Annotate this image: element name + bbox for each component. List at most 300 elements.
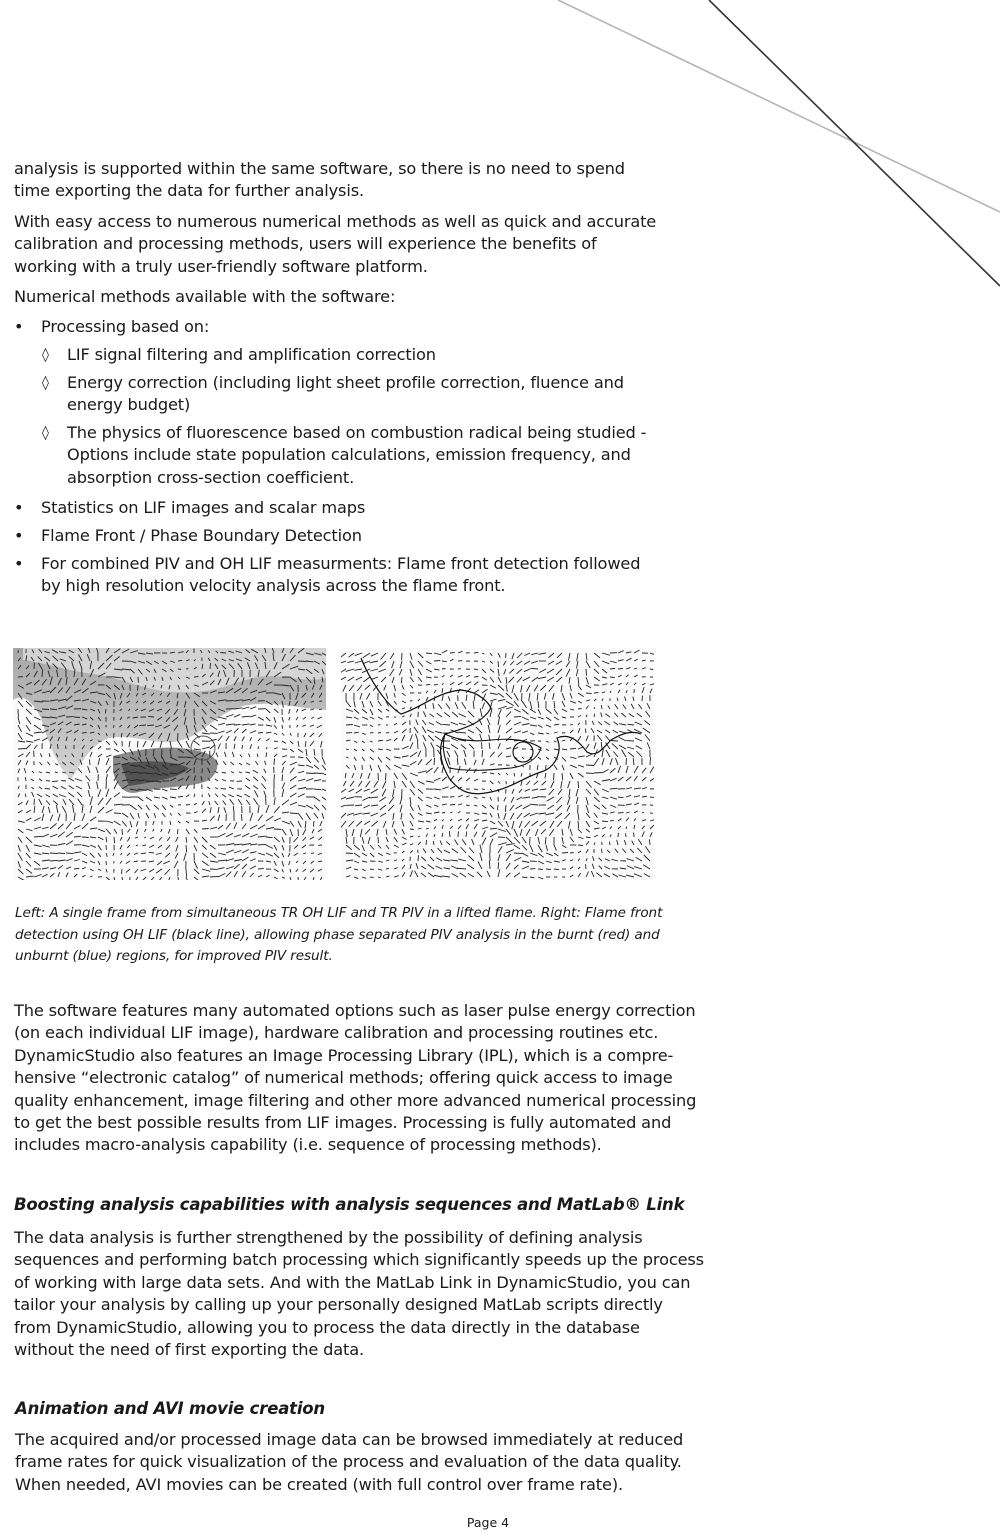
vector-arrow: [174, 861, 178, 868]
vector-arrow: [350, 781, 354, 786]
vector-arrow: [210, 663, 211, 669]
vector-arrow: [304, 733, 306, 737]
vector-arrow: [354, 853, 360, 857]
vector-arrow: [302, 725, 306, 726]
vector-arrow: [416, 863, 418, 869]
vector-arrow: [274, 733, 277, 735]
vector-arrow: [266, 845, 273, 848]
vector-arrow: [562, 740, 565, 741]
vector-arrow: [156, 869, 162, 873]
vector-arrow: [594, 805, 600, 809]
vector-arrow: [618, 766, 621, 773]
vector-arrow: [410, 789, 415, 795]
vector-arrow: [39, 779, 42, 781]
vector-arrow: [129, 741, 130, 747]
vector-arrow: [435, 731, 442, 733]
vector-arrow: [360, 693, 362, 700]
vector-arrow: [610, 842, 611, 845]
diamond-marker: ◊: [42, 347, 49, 363]
vector-arrow: [386, 845, 389, 849]
vector-arrow: [346, 725, 353, 726]
vector-arrow: [354, 725, 360, 727]
vector-arrow: [314, 789, 322, 790]
vector-arrow: [98, 746, 101, 749]
vector-arrow: [586, 849, 588, 853]
vector-arrow: [546, 741, 549, 742]
vector-arrow: [226, 701, 234, 702]
vector-arrow: [626, 818, 629, 821]
vector-arrow: [523, 677, 530, 681]
vector-arrow: [522, 877, 527, 878]
vector-arrow: [490, 797, 492, 801]
vector-arrow: [434, 789, 441, 790]
vector-arrow: [31, 779, 34, 781]
vector-arrow: [250, 866, 256, 869]
vector-arrow: [319, 701, 322, 702]
vector-arrow: [512, 685, 514, 693]
vector-arrow: [245, 772, 250, 773]
vector-arrow: [66, 859, 73, 862]
vector-arrow: [386, 749, 391, 751]
vector-arrow: [644, 721, 650, 726]
vector-arrow: [18, 821, 25, 822]
vector-arrow: [228, 795, 234, 798]
vector-arrow: [162, 797, 168, 799]
vector-arrow: [517, 653, 522, 658]
vector-arrow: [615, 849, 618, 853]
vector-arrow: [434, 805, 438, 807]
vector-arrow: [157, 861, 162, 865]
vector-arrow: [505, 805, 506, 812]
vector-arrow: [402, 729, 407, 733]
vector-arrow: [242, 823, 246, 829]
vector-arrow: [298, 805, 306, 807]
vector-arrow: [594, 758, 599, 765]
vector-arrow: [386, 876, 390, 877]
vector-arrow: [26, 709, 32, 714]
vector-arrow: [370, 869, 374, 870]
vector-arrow: [561, 685, 562, 692]
vector-arrow: [186, 869, 187, 877]
vector-arrow: [135, 877, 138, 880]
vector-arrow: [394, 765, 401, 769]
vector-arrow: [535, 829, 538, 836]
vector-arrow: [55, 772, 58, 773]
vector-arrow: [318, 861, 322, 862]
vector-arrow: [343, 781, 346, 786]
vector-arrow: [266, 875, 270, 877]
vector-arrow: [304, 877, 306, 880]
vector-arrow: [554, 717, 559, 720]
vector-arrow: [274, 853, 279, 858]
bullet-marker: •: [14, 554, 24, 573]
vector-arrow: [450, 675, 453, 677]
vector-arrow: [149, 869, 154, 872]
vector-arrow: [621, 713, 626, 717]
vector-arrow: [601, 742, 602, 749]
vector-arrow: [226, 833, 233, 837]
vector-arrow: [586, 677, 589, 684]
vector-arrow: [233, 806, 234, 813]
vector-arrow: [498, 699, 505, 701]
vector-arrow: [26, 655, 27, 661]
vector-arrow: [462, 702, 466, 709]
vector-arrow: [26, 837, 32, 843]
vector-arrow: [426, 697, 428, 701]
vector-arrow: [510, 813, 514, 820]
vector-arrow: [381, 653, 387, 660]
vector-arrow: [634, 668, 637, 669]
vector-arrow: [429, 723, 434, 726]
vector-arrow: [31, 787, 34, 789]
vector-arrow: [498, 821, 503, 826]
vector-arrow: [482, 703, 485, 709]
vector-arrow: [506, 720, 511, 725]
vector-arrow: [98, 837, 103, 840]
vector-arrow: [634, 874, 642, 877]
vector-arrow: [498, 725, 500, 733]
vector-arrow: [141, 853, 146, 854]
vector-arrow: [431, 849, 434, 853]
vector-arrow: [586, 661, 590, 668]
vector-arrow: [466, 796, 470, 797]
vector-arrow: [606, 750, 610, 757]
vector-arrow: [626, 875, 634, 877]
vector-arrow: [468, 730, 474, 733]
vector-arrow: [266, 732, 271, 733]
vector-arrow: [538, 845, 542, 852]
vector-arrow: [25, 794, 26, 797]
vector-arrow: [127, 845, 130, 848]
vector-arrow: [633, 758, 634, 765]
vector-arrow: [549, 789, 554, 795]
vector-arrow: [626, 668, 631, 669]
vector-arrow: [566, 661, 570, 667]
vector-arrow: [608, 706, 610, 709]
vector-arrow: [58, 865, 63, 869]
vector-arrow: [434, 661, 440, 662]
vector-arrow: [506, 837, 512, 843]
vector-arrow: [210, 827, 217, 829]
vector-arrow: [202, 861, 209, 866]
vector-arrow: [369, 797, 378, 798]
vector-arrow: [531, 653, 538, 655]
vector-arrow: [50, 834, 57, 837]
vector-arrow: [56, 805, 58, 813]
vector-arrow: [114, 741, 117, 745]
vector-arrow: [370, 741, 372, 742]
vector-arrow: [618, 826, 621, 829]
vector-arrow: [42, 709, 49, 710]
vector-arrow: [451, 866, 458, 869]
vector-arrow: [232, 752, 234, 757]
vector-arrow: [433, 703, 434, 709]
vector-arrow: [382, 789, 386, 796]
vector-arrow: [126, 869, 130, 873]
vector-arrow: [466, 675, 470, 677]
vector-arrow: [418, 653, 423, 658]
vector-arrow: [306, 757, 311, 763]
vector-arrow: [402, 765, 409, 766]
vector-arrow: [431, 743, 434, 750]
vector-arrow: [506, 748, 511, 749]
vector-arrow: [74, 860, 80, 862]
vector-arrow: [610, 661, 617, 663]
vector-arrow: [290, 762, 297, 765]
vector-arrow: [142, 877, 146, 880]
vector-arrow: [127, 837, 130, 841]
vector-arrow: [541, 829, 546, 834]
vector-arrow: [416, 720, 418, 726]
vector-arrow: [170, 797, 176, 798]
vector-arrow: [514, 873, 520, 877]
vector-arrow: [562, 765, 564, 770]
vector-arrow: [378, 845, 381, 849]
vector-arrow: [578, 723, 580, 725]
vector-arrow: [90, 837, 96, 838]
vector-arrow: [354, 877, 358, 879]
vector-arrow: [644, 874, 650, 878]
vector-arrow: [162, 805, 166, 810]
vector-arrow: [554, 861, 560, 862]
vector-arrow: [410, 870, 413, 877]
vector-arrow: [422, 720, 426, 725]
vector-arrow: [650, 825, 654, 829]
vector-arrow: [469, 744, 474, 749]
vector-arrow: [410, 844, 413, 845]
vector-arrow: [347, 661, 354, 663]
vector-arrow: [626, 777, 631, 781]
vector-arrow: [134, 861, 138, 862]
vector-arrow: [510, 805, 514, 811]
vector-arrow: [490, 699, 497, 701]
vector-arrow: [378, 869, 382, 870]
vector-arrow: [274, 797, 275, 805]
vector-arrow: [346, 860, 353, 861]
vector-arrow: [642, 826, 645, 829]
vector-arrow: [418, 805, 420, 811]
vector-arrow: [394, 868, 398, 870]
vector-arrow: [50, 815, 53, 821]
vector-arrow: [18, 845, 20, 852]
vector-arrow: [239, 763, 242, 765]
vector-arrow: [599, 866, 602, 869]
vector-arrow: [318, 869, 322, 871]
vector-arrow: [566, 669, 570, 677]
vector-arrow: [194, 829, 197, 833]
vector-arrow: [302, 709, 306, 711]
vector-arrow: [374, 781, 378, 787]
vector-arrow: [542, 781, 546, 785]
vector-arrow: [450, 812, 453, 813]
vector-arrow: [122, 869, 123, 874]
vector-arrow: [616, 758, 619, 765]
vector-arrow: [570, 730, 573, 733]
vector-arrow: [82, 867, 86, 869]
vector-arrow: [90, 845, 96, 847]
vector-arrow: [430, 714, 434, 717]
vector-arrow: [487, 871, 490, 877]
vector-arrow: [586, 813, 590, 818]
vector-arrow: [218, 873, 225, 877]
vector-arrow: [261, 784, 266, 790]
vector-arrow: [106, 741, 110, 745]
vector-arrow: [531, 661, 538, 663]
vector-arrow: [34, 818, 41, 821]
vector-arrow: [47, 762, 50, 765]
vector-arrow: [634, 811, 638, 813]
vector-arrow: [106, 877, 110, 880]
vector-arrow: [458, 732, 467, 733]
vector-arrow: [619, 875, 627, 877]
vector-arrow: [314, 765, 319, 769]
vector-arrow: [346, 845, 352, 850]
vector-arrow: [258, 805, 259, 813]
vector-arrow: [294, 837, 299, 842]
vector-arrow: [577, 653, 578, 661]
vector-arrow: [461, 744, 466, 749]
vector-arrow: [516, 669, 522, 674]
vector-arrow: [461, 847, 467, 853]
vector-arrow: [402, 716, 405, 717]
vector-arrow: [506, 844, 515, 845]
vector-arrow: [642, 768, 646, 773]
vector-arrow: [341, 813, 346, 818]
vector-arrow: [134, 853, 138, 854]
vector-arrow: [370, 701, 373, 707]
vector-arrow: [253, 786, 258, 790]
vector-arrow: [386, 765, 390, 770]
vector-arrow: [306, 765, 313, 768]
vector-arrow: [42, 834, 49, 837]
vector-arrow: [578, 781, 579, 788]
vector-arrow: [586, 754, 592, 757]
vector-arrow: [522, 693, 523, 701]
vector-arrow: [400, 661, 402, 668]
vector-arrow: [319, 733, 322, 737]
vector-arrow: [509, 677, 514, 683]
vector-arrow: [26, 810, 31, 813]
vector-arrow: [289, 861, 290, 865]
vector-arrow: [522, 724, 530, 726]
vector-arrow: [240, 755, 242, 758]
vector-arrow: [442, 695, 443, 701]
vector-arrow: [474, 779, 478, 781]
vector-arrow: [602, 692, 605, 693]
vector-arrow: [498, 869, 500, 877]
vector-arrow: [40, 753, 42, 757]
bullet-marker: •: [14, 498, 24, 517]
vector-arrow: [530, 725, 537, 726]
vector-arrow: [426, 653, 432, 654]
vector-arrow: [170, 813, 172, 816]
vector-arrow: [617, 698, 618, 701]
vector-arrow: [223, 761, 226, 765]
vector-arrow: [226, 715, 234, 718]
vector-arrow: [370, 853, 374, 857]
vector-arrow: [402, 693, 406, 696]
vector-arrow: [570, 709, 574, 710]
vector-arrow: [540, 789, 546, 790]
vector-arrow: [74, 717, 80, 718]
vector-arrow: [58, 832, 65, 837]
vector-arrow: [498, 829, 506, 832]
vector-arrow: [253, 777, 258, 781]
vector-arrow: [18, 786, 19, 789]
vector-arrow: [250, 825, 257, 829]
vector-arrow: [384, 685, 386, 691]
vector-arrow: [78, 768, 82, 773]
vector-arrow: [570, 748, 576, 749]
vector-arrow: [514, 716, 521, 717]
vector-arrow: [394, 781, 395, 788]
vector-arrow: [410, 821, 413, 826]
vector-arrow: [510, 661, 514, 665]
vector-arrow: [82, 837, 89, 838]
vector-arrow: [610, 683, 614, 685]
vector-arrow: [170, 821, 171, 825]
vector-arrow: [377, 829, 378, 836]
vector-arrow: [514, 773, 515, 776]
vector-arrow: [218, 731, 225, 733]
vector-arrow: [610, 768, 615, 773]
vector-arrow: [113, 853, 114, 856]
vector-arrow: [629, 714, 634, 718]
vector-arrow: [604, 721, 610, 725]
vector-arrow: [597, 730, 602, 733]
vector-arrow: [410, 677, 414, 682]
vector-arrow: [258, 853, 265, 855]
vector-arrow: [354, 741, 357, 743]
vector-arrow: [294, 853, 298, 856]
vector-arrow: [410, 714, 411, 717]
vector-arrow: [242, 737, 245, 742]
vector-arrow: [288, 853, 290, 857]
vector-arrow: [423, 711, 426, 717]
vector-arrow: [650, 820, 654, 821]
vector-arrow: [498, 677, 501, 683]
vector-arrow: [18, 733, 22, 740]
vector-arrow: [42, 874, 48, 877]
vector-arrow: [18, 741, 25, 742]
vector-arrow: [490, 661, 493, 664]
vector-arrow: [322, 805, 326, 811]
vector-arrow: [474, 769, 476, 773]
vector-arrow: [49, 753, 50, 757]
vector-arrow: [538, 813, 546, 814]
vector-arrow: [341, 661, 346, 664]
vector-arrow: [229, 787, 234, 789]
vector-arrow: [506, 677, 507, 685]
vector-arrow: [130, 821, 132, 827]
vector-arrow: [310, 733, 314, 737]
vector-arrow: [498, 846, 502, 853]
vector-arrow: [34, 861, 40, 866]
vector-arrow: [554, 853, 558, 856]
vector-arrow: [521, 781, 522, 786]
vector-arrow: [615, 704, 618, 709]
vector-arrow: [207, 787, 210, 789]
vector-arrow: [627, 866, 634, 869]
vector-arrow: [90, 796, 93, 805]
vector-arrow: [122, 877, 123, 880]
vector-arrow: [530, 701, 532, 709]
vector-arrow: [151, 741, 154, 747]
vector-arrow: [290, 829, 293, 836]
vector-arrow: [72, 805, 74, 813]
vector-arrow: [482, 797, 485, 798]
vector-arrow: [360, 773, 362, 779]
